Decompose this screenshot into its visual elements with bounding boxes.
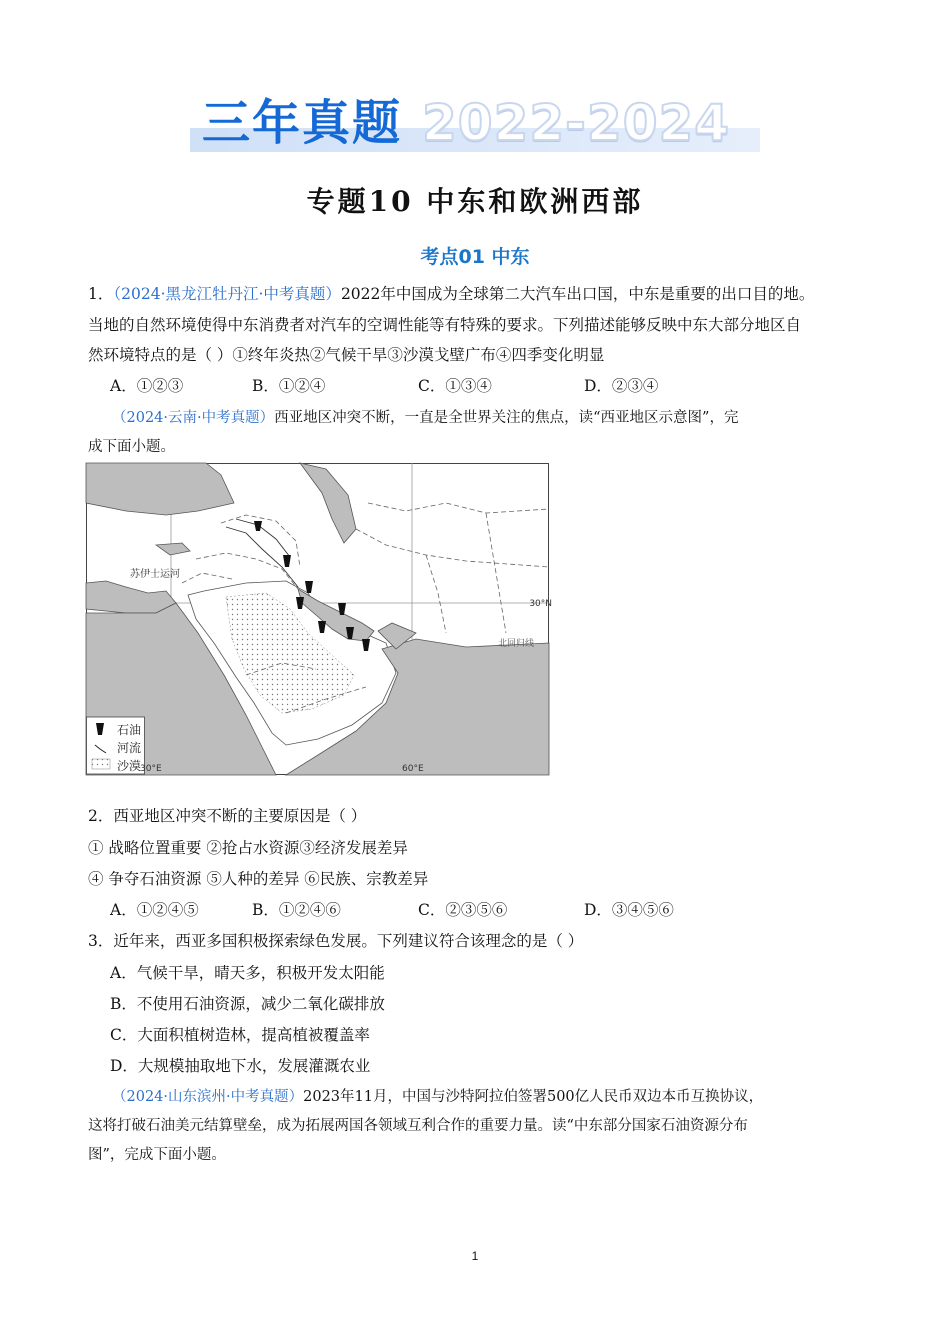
q1-text: 2022年中国成为全球第二大汽车出口国，中东是重要的出口目的地。	[340, 285, 815, 303]
q1-line3: 然环境特点的是（ ）①终年炎热②气候干旱③沙漠戈壁广布④四季变化明显	[88, 346, 605, 364]
label-tropic: 北回归线	[498, 639, 535, 649]
q2-option-a: A．①②④⑤	[110, 901, 199, 919]
q1-option-b: B．①②④	[252, 377, 326, 395]
q1-line1	[88, 284, 814, 304]
group3-source: （2024·山东滨州·中考真题）	[112, 1089, 304, 1105]
q3-option-c: C．大面积植树造林，提高植被覆盖率	[110, 1026, 370, 1044]
group2-line2: 成下面小题。	[88, 439, 175, 455]
q3-option-d: D．大规模抽取地下水，发展灌溉农业	[110, 1057, 371, 1075]
group3-line1	[112, 1087, 763, 1107]
q1-option-d: D．②③④	[584, 377, 659, 395]
page-number: 1	[471, 1249, 479, 1263]
banner-title: 三年真题	[202, 95, 403, 151]
q1-number: 1．	[88, 285, 114, 303]
q2-items-1: ① 战略位置重要 ②抢占水资源③经济发展差异	[88, 839, 408, 857]
legend-river: 河流	[117, 741, 142, 755]
q2-stem: 2．西亚地区冲突不断的主要原因是（ ）	[88, 807, 367, 825]
label-60e: 60°E	[402, 764, 424, 774]
label-30n: 30°N	[529, 599, 552, 609]
group3-line3: 图”，完成下面小题。	[88, 1147, 226, 1163]
legend-desert: 沙漠	[117, 759, 142, 773]
section-subtitle: 考点01 中东	[420, 246, 530, 268]
label-30e: 30°E	[140, 764, 162, 774]
group3-text: 2023年11月，中国与沙特阿拉伯签署500亿人民币双边本币互换协议，	[303, 1089, 764, 1105]
q2-option-b: B．①②④⑥	[252, 901, 341, 919]
q1-option-a: A．①②③	[110, 377, 184, 395]
group2-text: 西亚地区冲突不断，一直是全世界关注的焦点，读“西亚地区示意图”，完	[274, 410, 739, 426]
q1-option-c: C．①③④	[418, 377, 492, 395]
group3-line2: 这将打破石油美元结算壁垒，成为拓展两国各领域互利合作的重要力量。读“中东部分国家石油资源分布	[88, 1118, 748, 1134]
q3-option-a: A．气候干旱，晴天多，积极开发太阳能	[110, 964, 385, 982]
group2-line1	[112, 408, 738, 428]
q2-option-c: C．②③⑤⑥	[418, 901, 508, 919]
q3-option-b: B．不使用石油资源，减少二氧化碳排放	[110, 995, 385, 1013]
group2-source: （2024·云南·中考真题）	[112, 410, 275, 426]
banner-years: 2022-2024	[422, 94, 731, 152]
q2-option-d: D．③④⑤⑥	[584, 901, 674, 919]
q1-source: （2024·黑龙江牡丹江·中考真题）	[113, 285, 341, 303]
header-banner	[190, 92, 760, 154]
label-suez-canal: 苏伊士运河	[130, 569, 180, 580]
q3-stem: 3．近年来，西亚多国积极探索绿色发展。下列建议符合该理念的是（ ）	[88, 932, 584, 950]
q1-line2: 当地的自然环境使得中东消费者对汽车的空调性能等有特殊的要求。下列描述能够反映中东大部分地区自	[88, 316, 802, 334]
legend-oil: 石油	[117, 723, 142, 737]
west-asia-map	[86, 463, 552, 775]
q2-items-2: ④ 争夺石油资源 ⑤人种的差异 ⑥民族、宗教差异	[88, 870, 429, 888]
page-title: 专题10 中东和欧洲西部	[306, 185, 644, 218]
